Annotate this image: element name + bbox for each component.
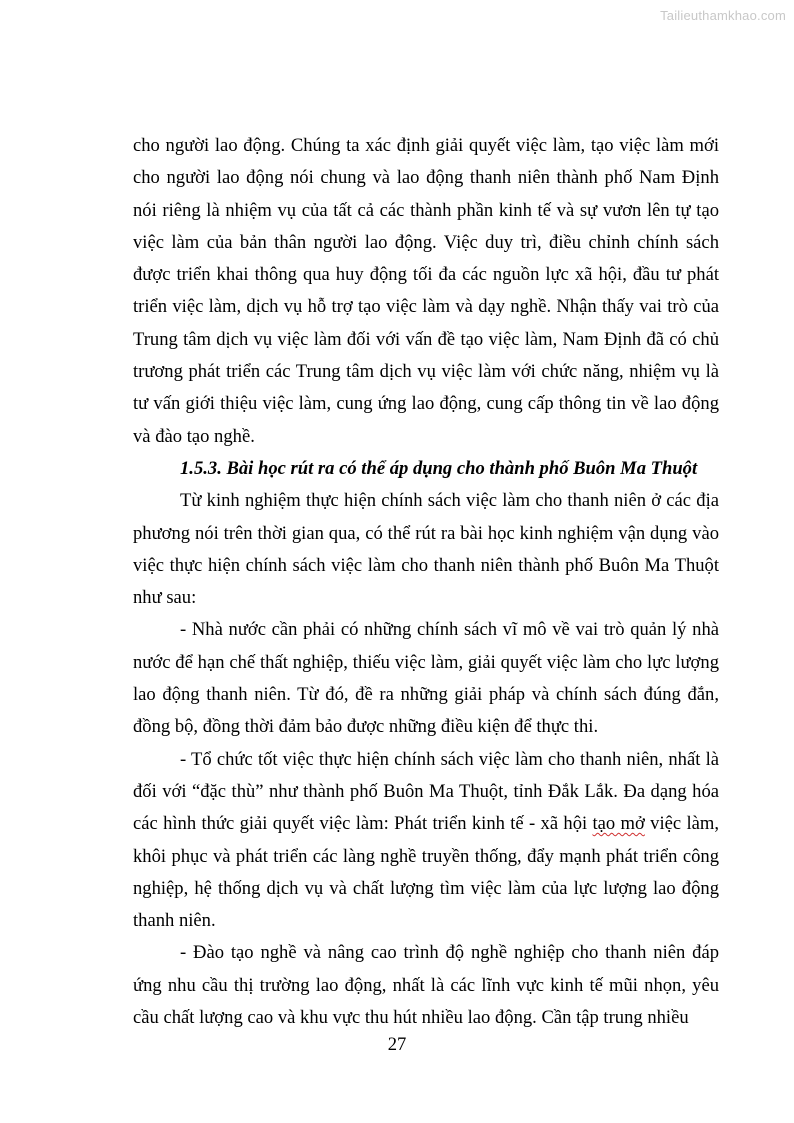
section-heading: 1.5.3. Bài học rút ra có thể áp dụng cho thành phố Buôn Ma Thuột <box>180 457 698 479</box>
paragraph-point-2-part-a: - Tổ chức tốt việc thực hiện chính sách việc làm cho thanh niên, nhất là đối với “đặc thù” như thành phố Buôn Ma Thuột, tỉnh Đắk Lắk. Đa dạng hóa các hình thức giải quyết việc làm: Phát triển kinh tế - xã hội <box>133 748 719 835</box>
page-body <box>133 130 719 1034</box>
page-number: 27 <box>387 1034 407 1055</box>
paragraph-intro: Từ kinh nghiệm thực hiện chính sách việc làm cho thanh niên ở các địa phương nói trên thời gian qua, có thể rút ra bài học kinh nghiệm vận dụng vào việc thực hiện chính sách việc làm cho thanh niên thành phố Buôn Ma Thuột như sau: <box>133 490 719 609</box>
paragraph-continuation: cho người lao động. Chúng ta xác định giải quyết việc làm, tạo việc làm mới cho người lao động nói chung và lao động thanh niên thành phố Nam Định nói riêng là nhiệm vụ của tất cả các thành phần kinh tế và sự vươn lên tự tạo việc làm của bản thân người lao động. Việc duy trì, điều chỉnh chính sách được triển khai thông qua huy động tối đa các nguồn lực xã hội, đầu tư phát triển việc làm, dịch vụ hỗ trợ tạo việc làm và dạy nghề. Nhận thấy vai trò của Trung tâm dịch vụ việc làm đối với vấn đề tạo việc làm, Nam Định đã có chủ trương phát triển các Trung tâm dịch vụ việc làm với chức năng, nhiệm vụ là tư vấn giới thiệu việc làm, cung ứng lao động, cung cấp thông tin về lao động và đào tạo nghề. <box>133 135 719 447</box>
paragraph-point-2 <box>133 744 719 938</box>
paragraph-point-1: - Nhà nước cần phải có những chính sách vĩ mô về vai trò quản lý nhà nước để hạn chế thất nghiệp, thiếu việc làm, giải quyết việc làm cho lực lượng lao động thanh niên. Từ đó, đề ra những giải pháp và chính sách đúng đắn, đồng bộ, đồng thời đảm bảo được những điều kiện để thực thi. <box>133 619 719 738</box>
spellcheck-marked-text: tạo mở <box>592 813 645 835</box>
paragraph-point-3: - Đào tạo nghề và nâng cao trình độ nghề nghiệp cho thanh niên đáp ứng nhu cầu thị trường lao động, nhất là các lĩnh vực kinh tế mũi nhọn, yêu cầu chất lượng cao và khu vực thu hút nhiều lao động. Cần tập trung nhiều <box>133 942 719 1029</box>
paragraph-point-2-part-b: việc làm, khôi phục và phát triển các làng nghề truyền thống, đẩy mạnh phát triển công nghiệp, hệ thống dịch vụ và chất lượng tìm việc làm của lực lượng lao động thanh niên. <box>133 813 719 932</box>
watermark: Tailieuthamkhao.com <box>660 8 786 23</box>
